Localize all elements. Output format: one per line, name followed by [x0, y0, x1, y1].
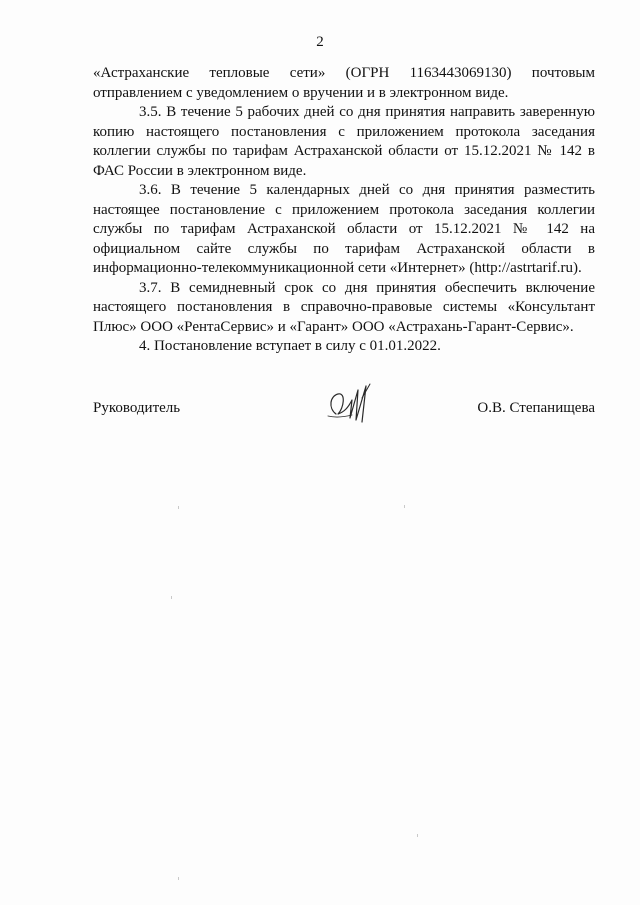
- signature-block: [93, 400, 595, 424]
- signer-role: Руководитель: [93, 400, 181, 416]
- scan-speck: [171, 596, 172, 599]
- scan-speck: [417, 834, 418, 837]
- body-text: [93, 64, 595, 357]
- paragraph-4: 4. Постановление вступает в силу с 01.01.2022.: [139, 338, 441, 354]
- page-number: 2: [316, 34, 324, 50]
- signer-name: О.В. Степанищева: [477, 400, 595, 416]
- paragraph-3-5: 3.5. В течение 5 рабочих дней со дня принятия направить заверенную копию настоящего постановления с приложением протокола заседания коллегии службы по тарифам Астраханской области от 15.12.2021 № 142 в ФАС России в электронном виде.: [93, 104, 595, 179]
- scan-speck: [404, 505, 405, 508]
- scan-speck: [178, 877, 179, 880]
- paragraph-continuation: «Астраханские тепловые сети» (ОГРН 1163443069130) почтовым отправлением с уведомлением о вручении и в электронном виде.: [93, 65, 595, 101]
- paragraph-3-6: 3.6. В течение 5 календарных дней со дня принятия разместить настоящее постановление с приложением протокола заседания коллегии службы по тарифам Астраханской области от 15.12.2021 № 142 на официальном сайте службы по тарифам Астраханской области в информационно-телекоммуникационной сети «Интернет» (http://astrtarif.ru).: [93, 182, 595, 276]
- paragraph-3-7: 3.7. В семидневный срок со дня принятия обеспечить включение настоящего постановления в справочно-правовые системы «Консультант Плюс» ООО «РентаСервис» и «Гарант» ООО «Астрахань-Гарант-Сервис».: [93, 279, 595, 335]
- scan-speck: [178, 506, 179, 509]
